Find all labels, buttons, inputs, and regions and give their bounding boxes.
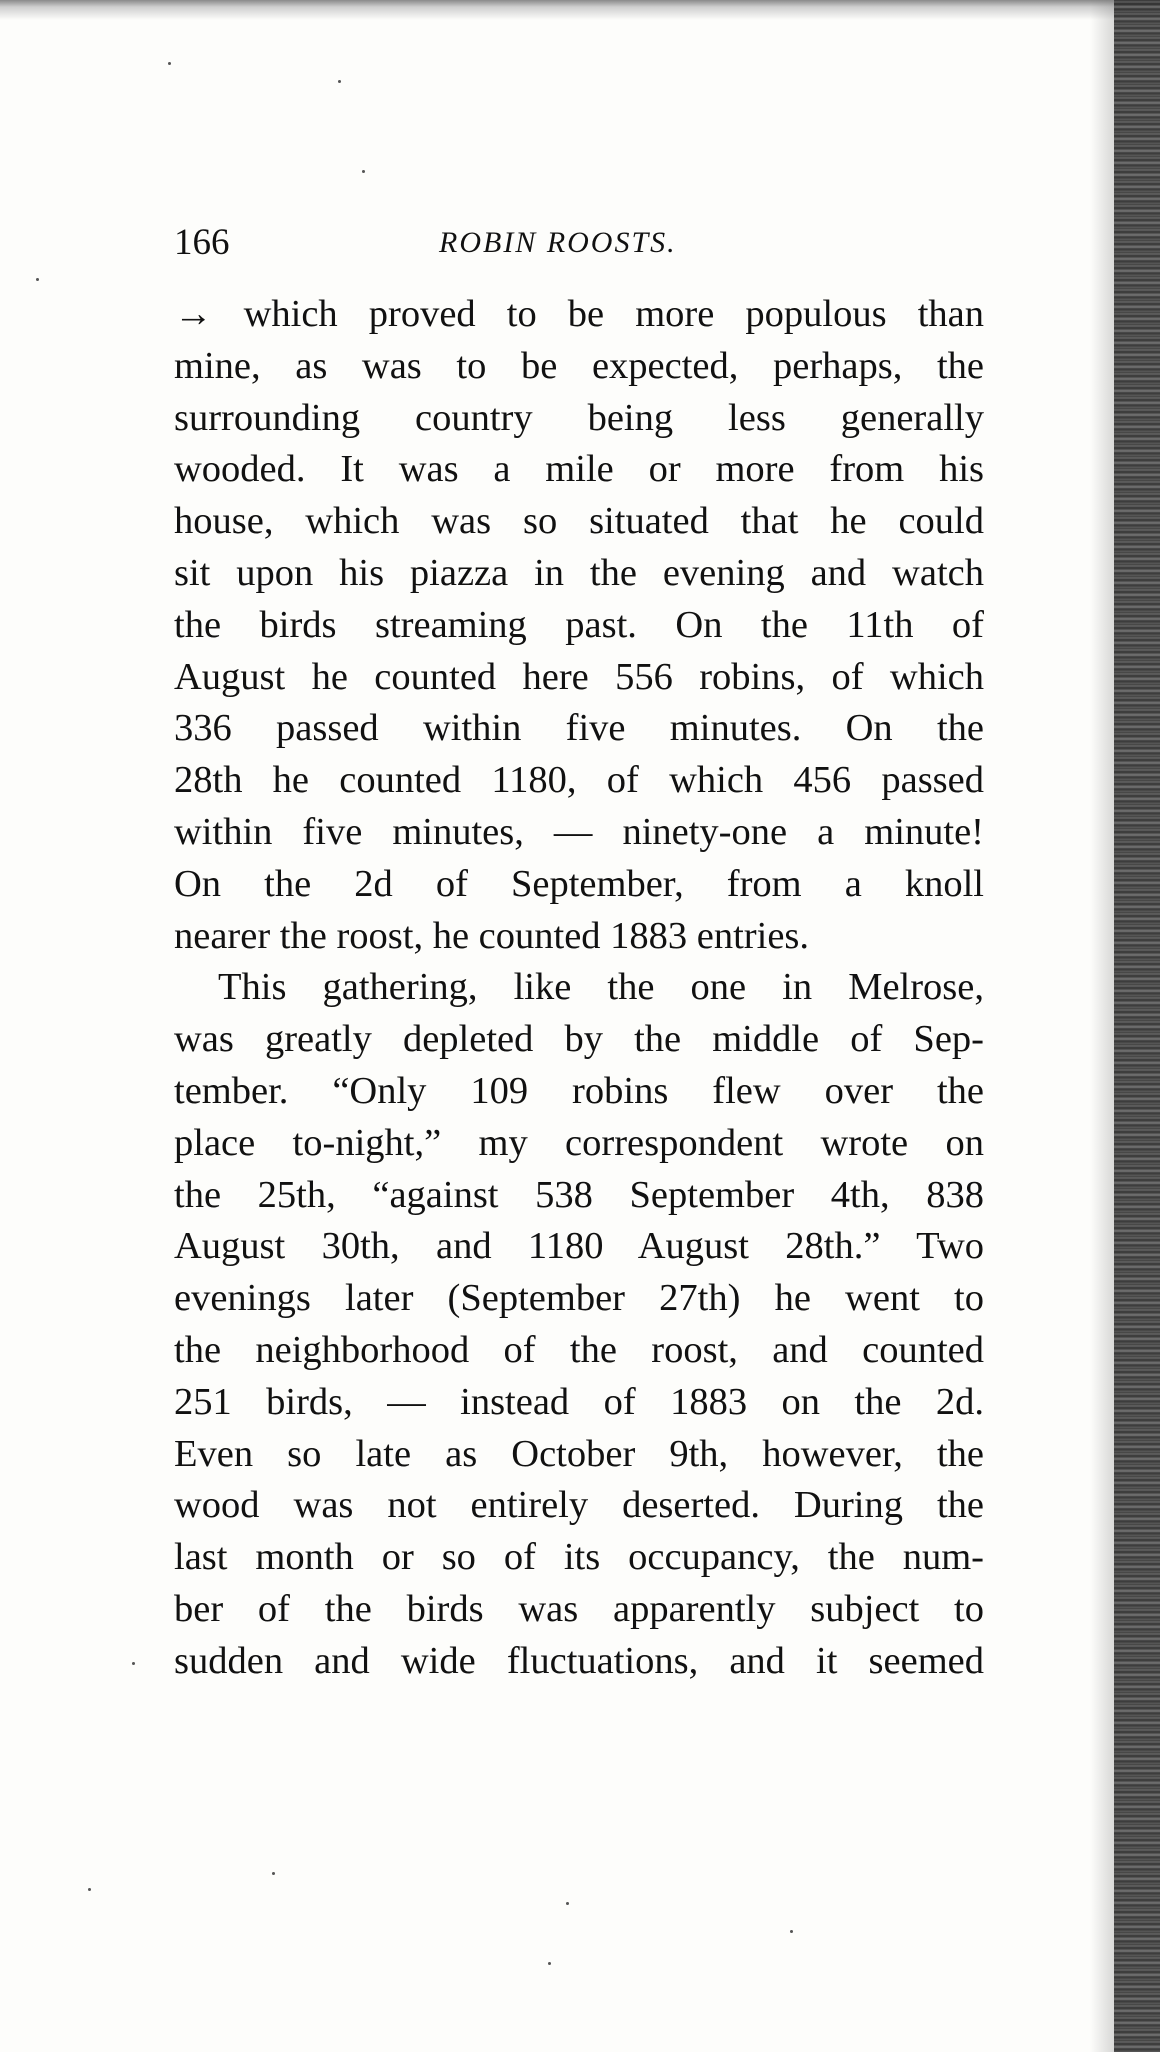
text-line: mine, as was to be expected, perhaps, the [174,344,984,387]
text-line: 28th he counted 1180, of which 456 passed [174,759,984,802]
scan-speck [362,170,365,173]
text-line: place to-night,” my correspondent wrote on [174,1121,984,1164]
text-line: wood was not entirely deserted. During the [174,1484,984,1527]
text-line: tember. “Only 109 robins flew over the [174,1069,984,1112]
page-header [174,218,984,268]
scan-speck [88,1888,91,1891]
text-line: sit upon his piazza in the evening and watch [174,551,984,594]
scan-right-edge [1114,0,1160,2052]
text-line: sudden and wide fluctuations, and it seemed [174,1639,984,1682]
text-line: ber of the birds was apparently subject to [174,1587,984,1630]
text-line: wooded. It was a mile or more from his [174,448,984,491]
scan-speck [36,278,39,281]
scan-speck [338,80,341,83]
text-line: the birds streaming past. On the 11th of [174,603,984,646]
scan-speck [132,1662,135,1665]
text-line: On the 2d of September, from a knoll [174,862,984,905]
text-line: was greatly depleted by the middle of Sep- [174,1018,984,1061]
text-line: August he counted here 556 robins, of which [174,655,984,698]
text-line: house, which was so situated that he could [174,500,984,543]
text-line: This gathering, like the one in Melrose, [218,966,984,1009]
text-line: August 30th, and 1180 August 28th.” Two [174,1225,984,1268]
text-line: the 25th, “against 538 September 4th, 838 [174,1173,984,1216]
text-line: within five minutes, — ninety-one a minute! [174,810,984,853]
scan-top-shadow [0,0,1160,20]
scan-speck [168,62,171,65]
scan-speck [790,1930,793,1933]
scan-speck [272,1872,275,1875]
text-line: evenings later (September 27th) he went to [174,1277,984,1320]
scan-speck [566,1902,569,1905]
text-line: surrounding country being less generally [174,396,984,439]
text-line: last month or so of its occupancy, the num- [174,1536,984,1579]
text-line: nearer the roost, he counted 1883 entries. [174,914,810,957]
scan-speck [548,1962,551,1965]
body-text [174,289,984,1688]
text-line: Even so late as October 9th, however, the [174,1432,984,1475]
text-line: 336 passed within five minutes. On the [174,707,984,750]
running-title: ROBIN ROOSTS. [439,226,677,259]
text-line: → which proved to be more populous than [174,293,984,335]
text-line: 251 birds, — instead of 1883 on the 2d. [174,1380,984,1423]
text-line: the neighborhood of the roost, and counted [174,1328,984,1371]
page-number: 166 [174,222,230,263]
